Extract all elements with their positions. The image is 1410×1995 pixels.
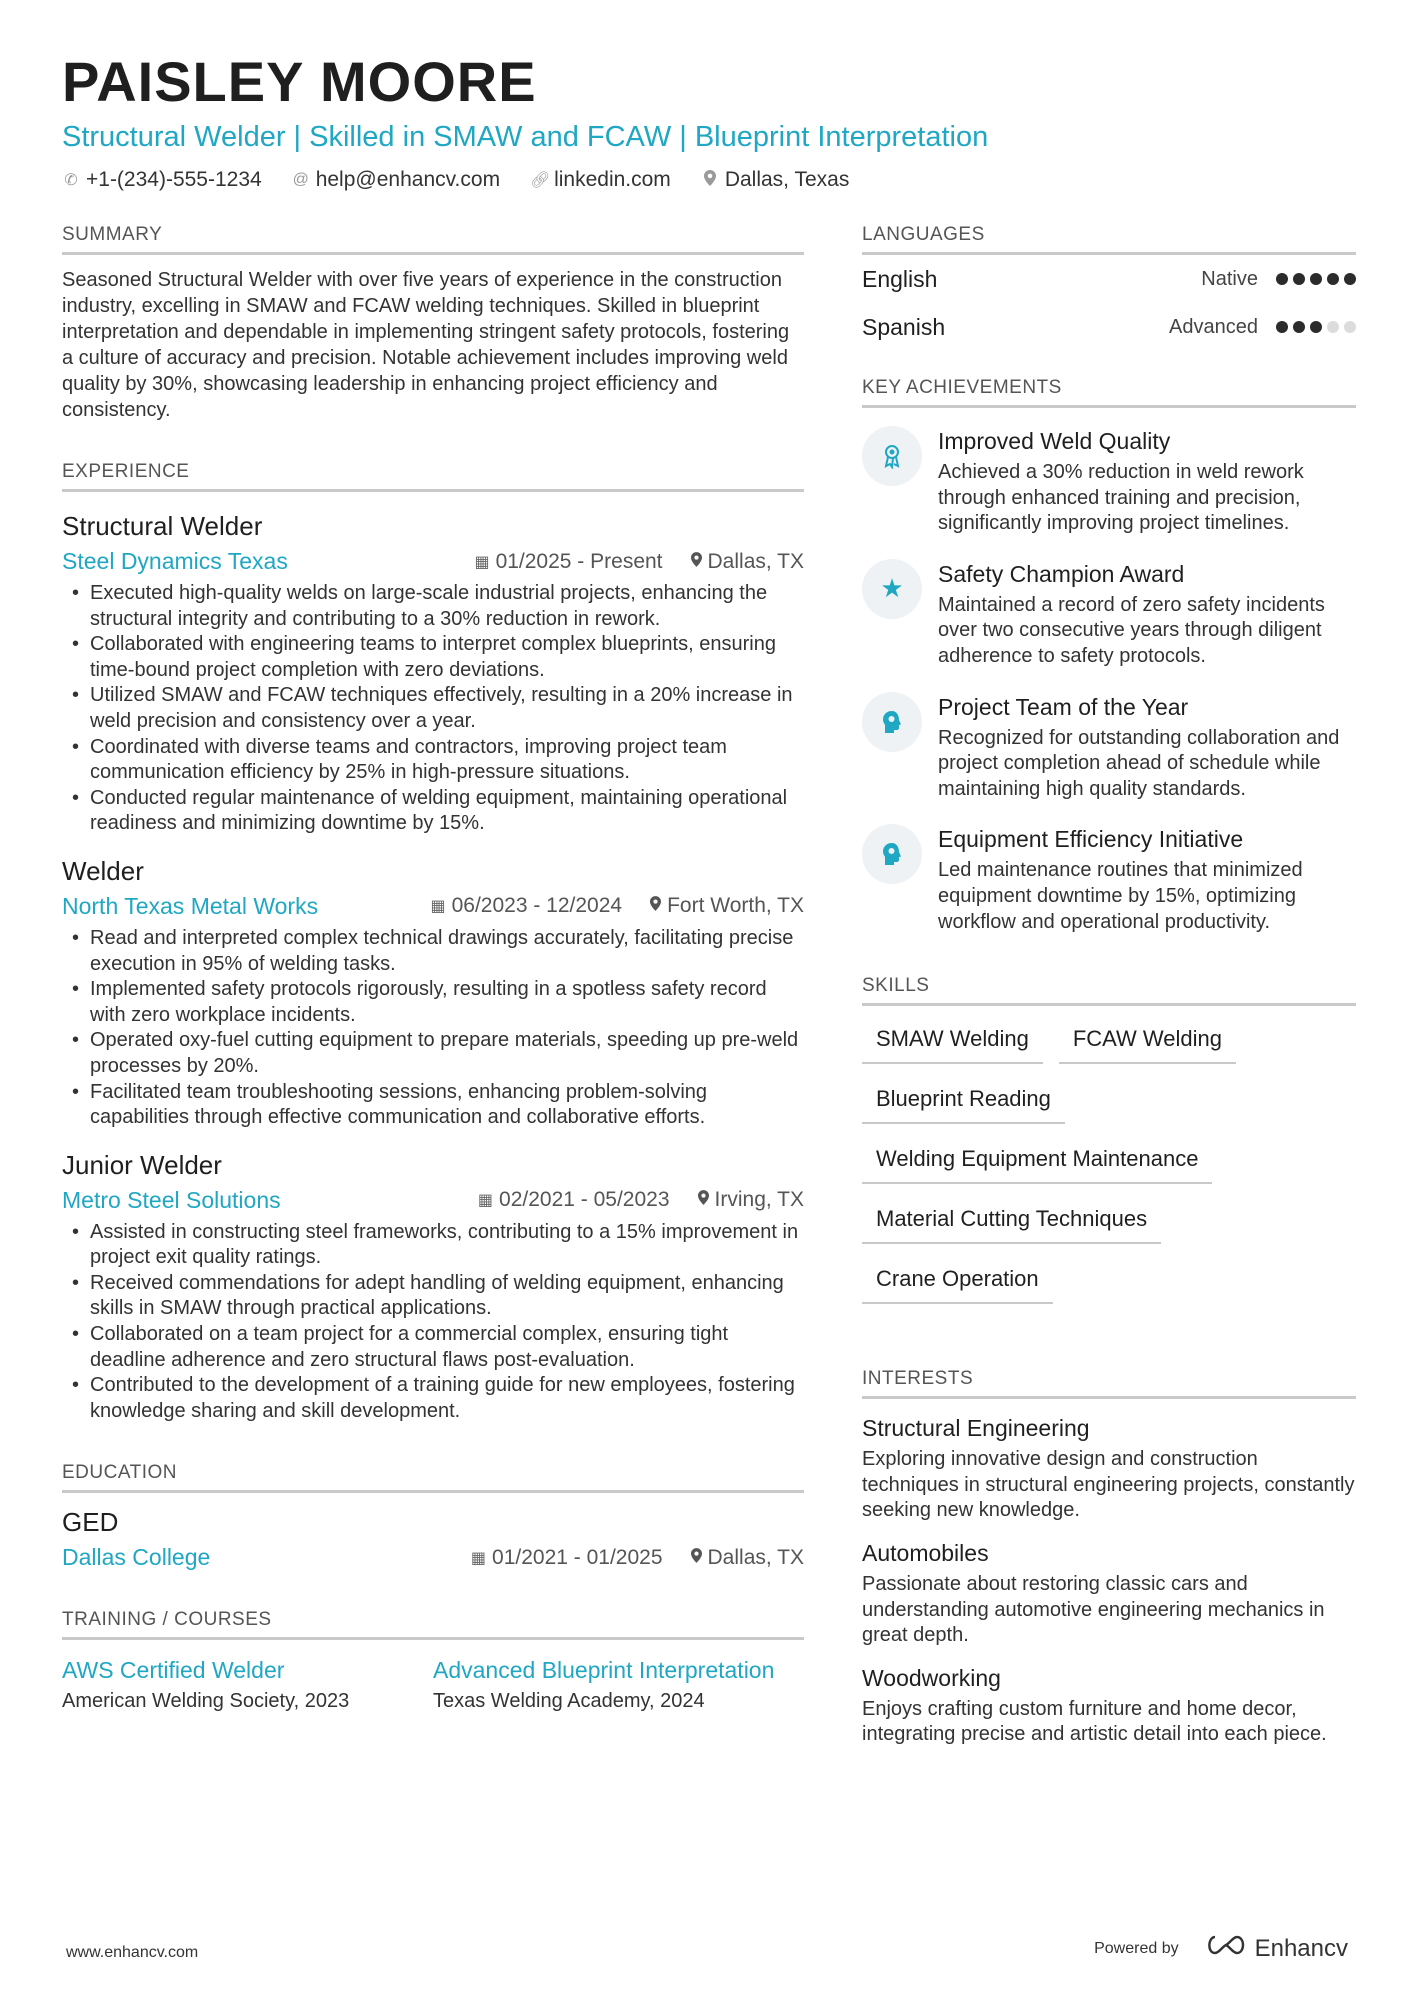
contact-location (701, 168, 850, 192)
job-meta (62, 1187, 804, 1214)
education-dates (471, 1546, 663, 1570)
footer-url[interactable]: www.enhancv.com (66, 1944, 199, 1961)
bullet-item: • Executed high-quality welds on large-scale industrial projects, enhancing the structural integrity and contributing to a 30% reduction in rework. (62, 581, 804, 632)
achievement-item (862, 824, 1356, 935)
interest-title: Woodworking (862, 1664, 1001, 1691)
language-level: Advanced (1169, 315, 1258, 338)
head-idea-icon (862, 824, 922, 884)
bullet-item: • Implemented safety protocols rigorously, resulting in a spotless safety record with zero workplace incidents. (62, 977, 804, 1028)
job-bullets (62, 581, 804, 837)
job-dates (478, 1188, 670, 1212)
education-location-text: Dallas, TX (707, 1545, 804, 1569)
job-title: Junior Welder (62, 1149, 222, 1180)
calendar-icon: ▦ (477, 1192, 494, 1210)
experience-heading: EXPERIENCE (62, 461, 804, 492)
skill-tag: Crane Operation (862, 1258, 1053, 1304)
at-icon: @ (292, 171, 309, 188)
training-section (62, 1609, 804, 1713)
interest-item (862, 1413, 1356, 1524)
achievement-item (862, 426, 1356, 537)
job-location-text: Dallas, TX (707, 549, 804, 573)
achievement-title: Project Team of the Year (938, 693, 1189, 720)
achievements-section (862, 377, 1356, 935)
bullet-item: • Facilitated team troubleshooting sessions, enhancing problem-solving capabilities through effective communication and collaborative efforts. (62, 1080, 804, 1131)
bullet-item: • Read and interpreted complex technical drawings accurately, facilitating precise execution in 95% of welding tasks. (62, 926, 804, 977)
training-heading: TRAINING / COURSES (62, 1609, 804, 1640)
education-meta (62, 1544, 804, 1571)
footer-powered (1094, 1934, 1348, 1963)
proficiency-dot-filled (1276, 321, 1288, 333)
education-location (691, 1546, 804, 1570)
email-text: help@enhancv.com (315, 168, 501, 191)
skill-list (862, 1018, 1356, 1318)
school-name[interactable]: Dallas College (62, 1544, 211, 1571)
contact-bar (62, 168, 1352, 192)
course-name[interactable]: AWS Certified Welder (62, 1657, 285, 1684)
job-title: Welder (62, 855, 144, 886)
achievement-body (938, 824, 1356, 935)
achievements-heading: KEY ACHIEVEMENTS (862, 377, 1356, 408)
candidate-name: PAISLEY MOORE (62, 50, 537, 113)
skill-tag: FCAW Welding (1059, 1018, 1236, 1064)
resume-header (62, 50, 1352, 192)
job-entry (62, 855, 804, 1131)
job-location (650, 894, 804, 918)
interest-item (862, 1663, 1356, 1748)
achievement-title: Safety Champion Award (938, 560, 1185, 587)
achievement-title: Equipment Efficiency Initiative (938, 826, 1244, 853)
degree-title: GED (62, 1507, 119, 1538)
proficiency-dot-filled (1327, 273, 1339, 285)
job-bullets (62, 1220, 804, 1425)
job-title: Structural Welder (62, 511, 263, 541)
skills-section (862, 975, 1356, 1318)
job-location (691, 550, 804, 574)
proficiency-dot-empty (1327, 321, 1339, 333)
achievement-desc: Recognized for outstanding collaboration and project completion ahead of schedule while maintaining high quality standards. (938, 726, 1340, 800)
education-dates-text: 01/2021 - 01/2025 (492, 1545, 663, 1569)
job-meta (62, 893, 804, 920)
bullet-item: • Contributed to the development of a training guide for new employees, fostering knowledge sharing and skill development. (62, 1373, 804, 1424)
achievement-desc: Led maintenance routines that minimized equipment downtime by 15%, optimizing workflow and operational productivity. (938, 859, 1303, 933)
interest-desc: Enjoys crafting custom furniture and home decor, integrating precise and artistic detail into each piece. (862, 1697, 1327, 1746)
award-ribbon-icon (862, 426, 922, 486)
company-name[interactable]: Steel Dynamics Texas (62, 548, 288, 574)
job-dates-text: 06/2023 - 12/2024 (451, 894, 623, 918)
job-entry (62, 1149, 804, 1425)
contact-email[interactable] (292, 168, 500, 192)
skills-heading: SKILLS (862, 975, 1356, 1006)
bullet-item: • Received commendations for adept handling of welding equipment, enhancing skills in SMAW through practical applications. (62, 1271, 804, 1322)
summary-text: Seasoned Structural Welder with over five years of experience in the construction industry, excelling in SMAW and FCAW welding techniques. Skilled in blueprint interpretation and dependable in implementing stringent safety protocols, fostering a culture of accuracy and precision. Notable achievement includes improving weld quality by 30%, showcasing leadership in enhancing project efficiency and consistency. (62, 269, 790, 421)
brand-logo[interactable] (1205, 1934, 1348, 1963)
proficiency-dots (1276, 321, 1356, 333)
job-dates (474, 550, 662, 574)
achievement-item (862, 692, 1356, 803)
location-icon (698, 1190, 709, 1210)
interest-desc: Exploring innovative design and construction techniques in structural engineering projects, constantly seeking new knowledge. (862, 1448, 1355, 1522)
job-bullets (62, 926, 804, 1131)
job-location-text: Irving, TX (714, 1188, 804, 1212)
job-dates (430, 894, 622, 918)
head-idea-icon (862, 692, 922, 752)
interest-desc: Passionate about restoring classic cars and understanding automotive engineering mechanics in great depth. (862, 1572, 1325, 1647)
location-icon (650, 896, 661, 916)
linkedin-text: linkedin.com (554, 168, 671, 191)
company-name[interactable]: Metro Steel Solutions (62, 1186, 281, 1213)
achievement-item (862, 559, 1356, 670)
course-org: American Welding Society, 2023 (62, 1690, 350, 1713)
achievement-body (938, 559, 1356, 670)
brand-name: Enhancv (1254, 1934, 1348, 1962)
contact-phone[interactable] (62, 168, 262, 192)
right-column (862, 224, 1356, 1748)
location-icon (701, 170, 719, 191)
interest-title: Structural Engineering (862, 1415, 1090, 1442)
bullet-item: • Collaborated on a team project for a commercial complex, ensuring tight deadline adherence and zero structural flaws post-evaluation. (62, 1322, 804, 1373)
skill-tag: SMAW Welding (862, 1018, 1043, 1064)
language-row (862, 303, 1356, 351)
bullet-item: • Utilized SMAW and FCAW techniques effectively, resulting in a 20% increase in weld precision and consistency over a year. (62, 683, 804, 734)
contact-linkedin[interactable] (530, 168, 671, 192)
education-heading: EDUCATION (62, 1462, 804, 1493)
calendar-icon: ▦ (470, 1549, 487, 1567)
candidate-tagline: Structural Welder | Skilled in SMAW and FCAW | Blueprint Interpretation (62, 121, 989, 153)
job-location-text: Fort Worth, TX (667, 894, 804, 918)
bullet-item: • Assisted in constructing steel frameworks, contributing to a 15% improvement in project exit quality ratings. (62, 1220, 804, 1271)
bullet-item: • Collaborated with engineering teams to interpret complex blueprints, ensuring time-bound project completion with zero deviations. (62, 632, 804, 683)
proficiency-dot-empty (1344, 321, 1356, 333)
proficiency-dots (1276, 273, 1356, 285)
bullet-item: • Conducted regular maintenance of welding equipment, maintaining operational readiness and minimizing downtime by 15%. (62, 786, 804, 837)
language-row (862, 255, 1356, 303)
company-name[interactable]: North Texas Metal Works (62, 892, 319, 919)
achievement-body (938, 692, 1356, 803)
proficiency-dot-filled (1276, 273, 1288, 285)
phone-text: +1-(234)-555-1234 (86, 168, 262, 191)
interest-title: Automobiles (862, 1539, 989, 1566)
location-icon (691, 552, 702, 572)
job-dates-text: 02/2021 - 05/2023 (499, 1188, 670, 1212)
proficiency-dot-filled (1310, 321, 1322, 333)
skill-tag: Welding Equipment Maintenance (862, 1138, 1212, 1184)
course-item (62, 1656, 433, 1713)
interests-section (862, 1368, 1356, 1748)
interests-heading: INTERESTS (862, 1368, 1356, 1399)
skill-tag: Blueprint Reading (862, 1078, 1065, 1124)
powered-by-label: Powered by (1094, 1939, 1179, 1957)
location-text: Dallas, Texas (724, 168, 850, 191)
languages-section (862, 224, 1356, 351)
summary-heading: SUMMARY (62, 224, 804, 255)
calendar-icon: ▦ (430, 898, 446, 916)
proficiency-dot-filled (1293, 321, 1305, 333)
language-name: English (862, 265, 938, 292)
location-icon (691, 1548, 702, 1568)
skill-tag: Material Cutting Techniques (862, 1198, 1161, 1244)
achievement-title: Improved Weld Quality (938, 428, 1171, 454)
job-meta (62, 548, 804, 575)
course-item (433, 1656, 804, 1713)
link-icon: 🔗︎ (530, 172, 551, 189)
enhancv-logo-icon (1205, 1934, 1247, 1963)
proficiency-dot-filled (1344, 273, 1356, 285)
experience-section (62, 461, 804, 1424)
language-name: Spanish (862, 313, 946, 340)
star-icon: ★ (862, 559, 922, 619)
phone-icon: ✆ (64, 172, 78, 189)
bullet-item: • Operated oxy-fuel cutting equipment to prepare materials, speeding up pre-weld processes by 20%. (62, 1028, 804, 1079)
left-column (62, 224, 804, 1713)
languages-heading: LANGUAGES (862, 224, 1356, 255)
education-section (62, 1462, 804, 1571)
course-org: Texas Welding Academy, 2024 (433, 1690, 705, 1713)
achievement-body (938, 426, 1356, 537)
course-list (62, 1656, 804, 1713)
course-name[interactable]: Advanced Blueprint Interpretation (433, 1657, 775, 1684)
proficiency-dot-filled (1293, 273, 1305, 285)
interest-item (862, 1538, 1356, 1649)
language-level: Native (1201, 267, 1258, 290)
bullet-item: • Coordinated with diverse teams and contractors, improving project team communication efficiency by 25% in high-pressure situations. (62, 735, 804, 786)
proficiency-dot-filled (1310, 273, 1322, 285)
job-entry (62, 510, 804, 837)
calendar-icon: ▦ (474, 553, 490, 571)
job-location (698, 1188, 804, 1212)
achievement-desc: Achieved a 30% reduction in weld rework through enhanced training and precision, significantly improving project timelines. (938, 461, 1304, 535)
achievement-desc: Maintained a record of zero safety incidents over two consecutive years through diligent adherence to safety protocols. (938, 593, 1325, 667)
summary-section (62, 224, 804, 423)
job-dates-text: 01/2025 - Present (495, 549, 663, 573)
